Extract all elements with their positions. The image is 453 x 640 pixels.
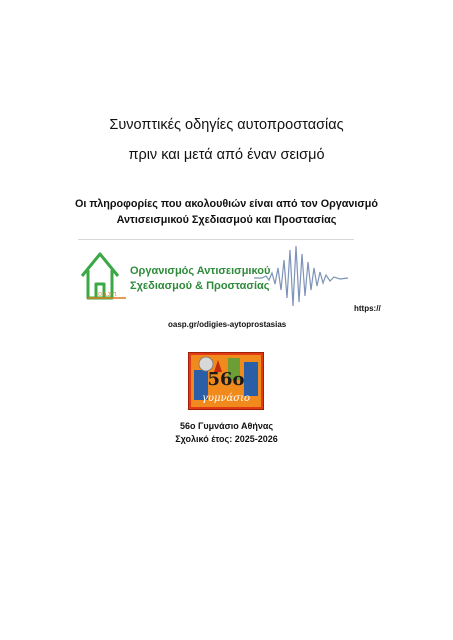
document-title-line2: πριν και μετά από έναν σεισμό	[128, 147, 325, 163]
oasp-name-line2: Σχεδιασμού & Προστασίας	[130, 280, 270, 292]
source-info-line2: Αντισεισμικού Σχεδιασμού και Προστασίας	[116, 214, 337, 226]
school-logo-word: γυμνάσιο	[201, 393, 251, 404]
source-url-part1[interactable]: https://	[354, 304, 381, 313]
oasp-acronym: Ο.Α.Σ.Π.	[98, 292, 118, 298]
document-title-line1: Συνοπτικές οδηγίες αυτοπροστασίας	[109, 117, 344, 133]
school-year: Σχολικό έτος: 2025-2026	[175, 434, 278, 444]
house-seismograph-icon	[78, 240, 354, 313]
school-logo	[188, 352, 264, 410]
school-name: 56ο Γυμνάσιο Αθήνας	[179, 421, 274, 431]
school-logo-number: 56ο	[207, 369, 245, 390]
source-info-line1: Οι πληροφορίες που ακολουθιών είναι από τον Οργανισμό	[74, 198, 379, 210]
source-url-part2[interactable]: oasp.gr/odigies-aytoprostasias	[168, 320, 287, 329]
oasp-name-line1: Οργανισμός Αντισεισμικού	[130, 265, 271, 277]
oasp-logo-banner	[78, 239, 354, 313]
